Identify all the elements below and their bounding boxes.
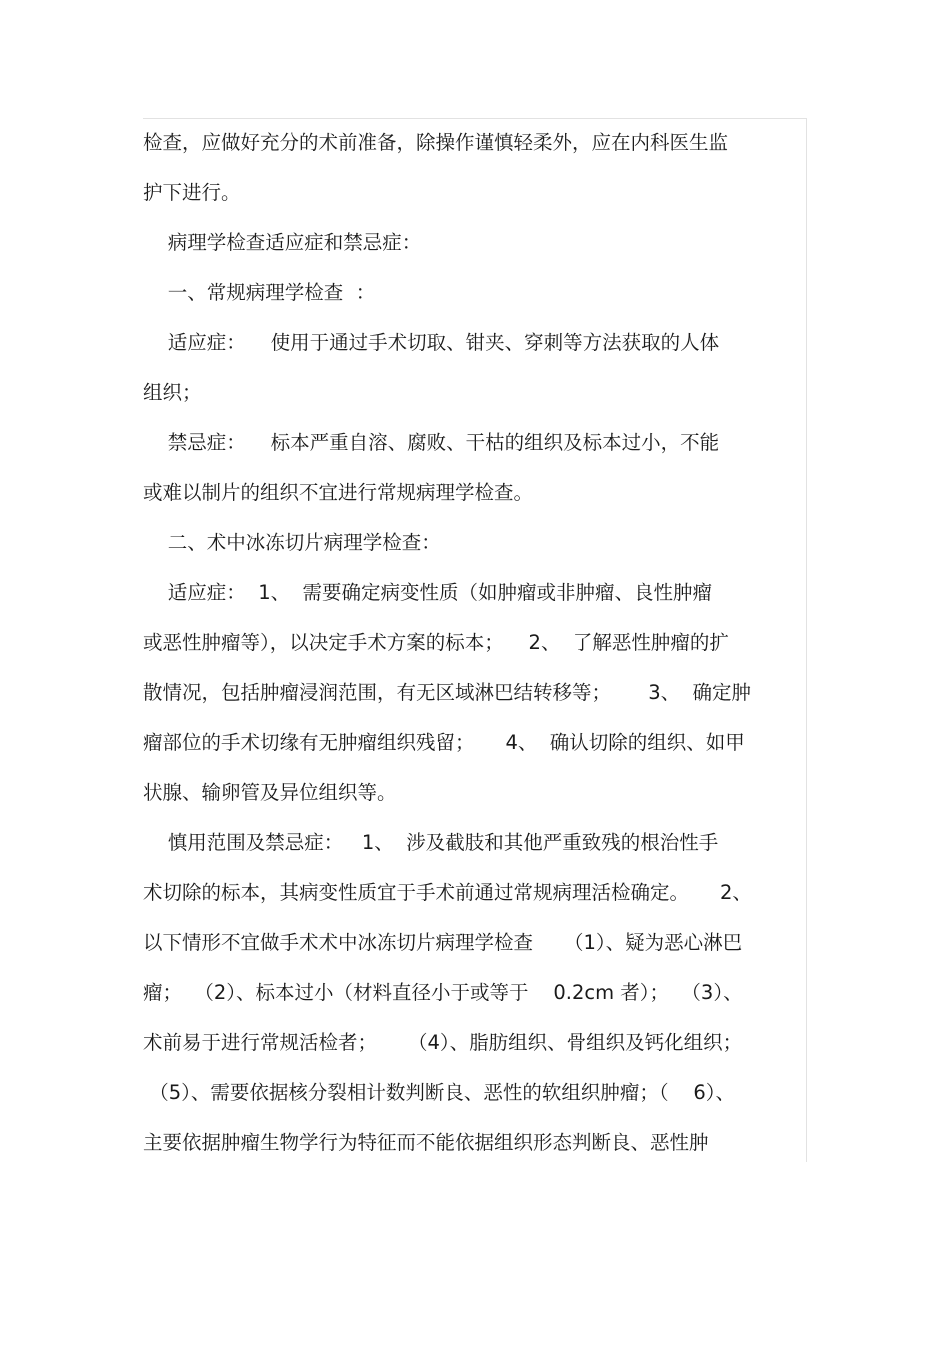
text-line: 以下情形不宜做手术术中冰冻切片病理学检查 （1）、疑为恶心淋巴 bbox=[143, 931, 743, 954]
page-frame-top-border bbox=[143, 118, 807, 119]
text-line: 护下进行。 bbox=[143, 181, 241, 204]
text-line: 或难以制片的组织不宜进行常规病理学检查。 bbox=[143, 481, 534, 504]
text-line: 病理学检查适应症和禁忌症： bbox=[143, 231, 422, 254]
text-line: 检查，应做好充分的术前准备，除操作谨慎轻柔外，应在内科医生监 bbox=[143, 131, 729, 154]
text-line: 一、常规病理学检查 ： bbox=[143, 281, 376, 304]
text-line: 慎用范围及禁忌症： 1、 涉及截肢和其他严重致残的根治性手 bbox=[143, 831, 719, 854]
text-line: 瘤部位的手术切缘有无肿瘤组织残留； 4、 确认切除的组织、如甲 bbox=[143, 731, 745, 754]
text-line: 二、术中冰冻切片病理学检查： bbox=[143, 531, 441, 554]
text-line: 瘤； （2）、标本过小（材料直径小于或等于 0.2cm 者）； （3）、 bbox=[143, 981, 743, 1004]
text-line: 术前易于进行常规活检者； （4）、脂肪组织、骨组织及钙化组织； bbox=[143, 1031, 743, 1054]
page-frame-right-border bbox=[806, 118, 807, 1162]
text-line: 散情况，包括肿瘤浸润范围，有无区域淋巴结转移等； 3、 确定肿 bbox=[143, 681, 751, 704]
text-line: 组织； bbox=[143, 381, 202, 404]
text-line: 适应症： 使用于通过手术切取、钳夹、穿刺等方法获取的人体 bbox=[143, 331, 720, 354]
text-line: 主要依据肿瘤生物学行为特征而不能依据组织形态判断良、恶性肿 bbox=[143, 1131, 709, 1154]
text-line: 或恶性肿瘤等），以决定手术方案的标本； 2、 了解恶性肿瘤的扩 bbox=[143, 631, 729, 654]
text-line: 术切除的标本，其病变性质宜于手术前通过常规病理活检确定。 2、 bbox=[143, 881, 752, 904]
text-line: 状腺、输卵管及异位组织等。 bbox=[143, 781, 397, 804]
text-line: 禁忌症： 标本严重自溶、腐败、干枯的组织及标本过小，不能 bbox=[143, 431, 720, 454]
text-line: 适应症： 1、 需要确定病变性质（如肿瘤或非肿瘤、良性肿瘤 bbox=[143, 581, 712, 604]
text-line: （5）、需要依据核分裂相计数判断良、恶性的软组织肿瘤；（ 6）、 bbox=[143, 1081, 736, 1104]
